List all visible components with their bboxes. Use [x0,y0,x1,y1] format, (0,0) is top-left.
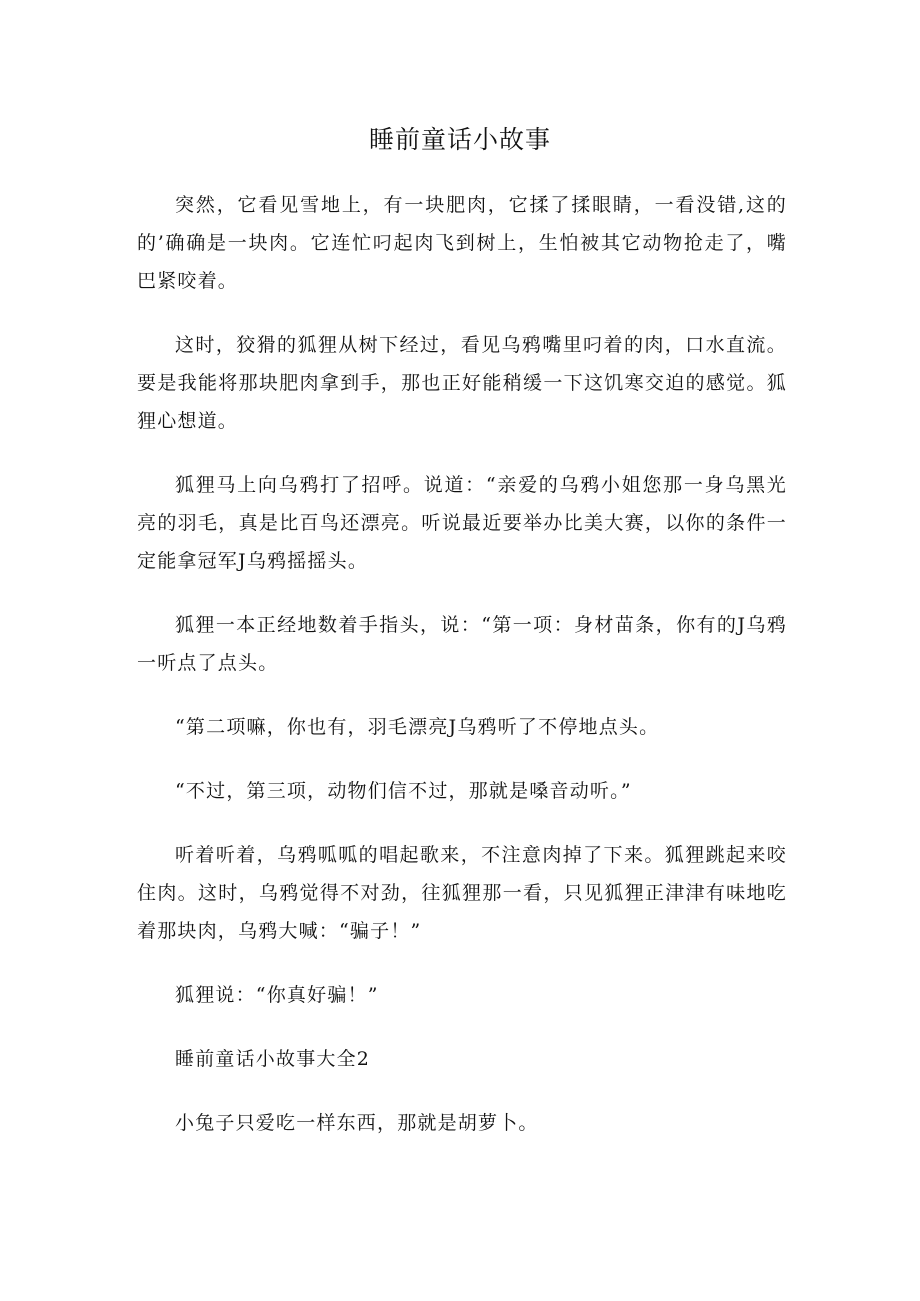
paragraph-9: 小兔子只爱吃一样东西，那就是胡萝卜。 [175,1112,539,1134]
paragraph-4: 狐狸一本正经地数着手指头，说：“第一项：身材苗条，你有的J乌鸦一听点了点头。 [137,614,787,674]
story-body [137,186,787,1168]
section-heading-2: 睡前童话小故事大全2 [175,1048,371,1070]
paragraph-5: “第二项嘛，你也有，羽毛漂亮J乌鸦听了不停地点头。 [175,716,660,738]
page-title: 睡前童话小故事 [368,125,551,154]
paragraph-8: 狐狸说：“你真好骗！” [175,984,379,1006]
paragraph-1: 突然，它看见雪地上，有一块肥肉，它揉了揉眼睛，一看没错,这的的’确确是一块肉。它连忙叼起肉飞到树上，生怕被其它动物抢走了，嘴巴紧咬着。 [137,194,787,292]
paragraph-2: 这时，狡猾的狐狸从树下经过，看见乌鸦嘴里叼着的肉，口水直流。要是我能将那块肥肉拿到手，那也正好能稍缓一下这饥寒交迫的感觉。狐狸心想道。 [137,334,787,432]
paragraph-7: 听着听着，乌鸦呱呱的唱起歌来，不注意肉掉了下来。狐狸跳起来咬住肉。这时，乌鸦觉得不对劲，往狐狸那一看，只见狐狸正津津有味地吃着那块肉，乌鸦大喊：“骗子！” [137,844,787,942]
paragraph-3: 狐狸马上向乌鸦打了招呼。说道：“亲爱的乌鸦小姐您那一身乌黑光亮的羽毛，真是比百鸟还漂亮。听说最近要举办比美大赛，以你的条件一定能拿冠军J乌鸦摇摇头。 [137,474,787,572]
paragraph-6: “不过，第三项，动物们信不过，那就是嗓音动听。” [175,780,632,802]
